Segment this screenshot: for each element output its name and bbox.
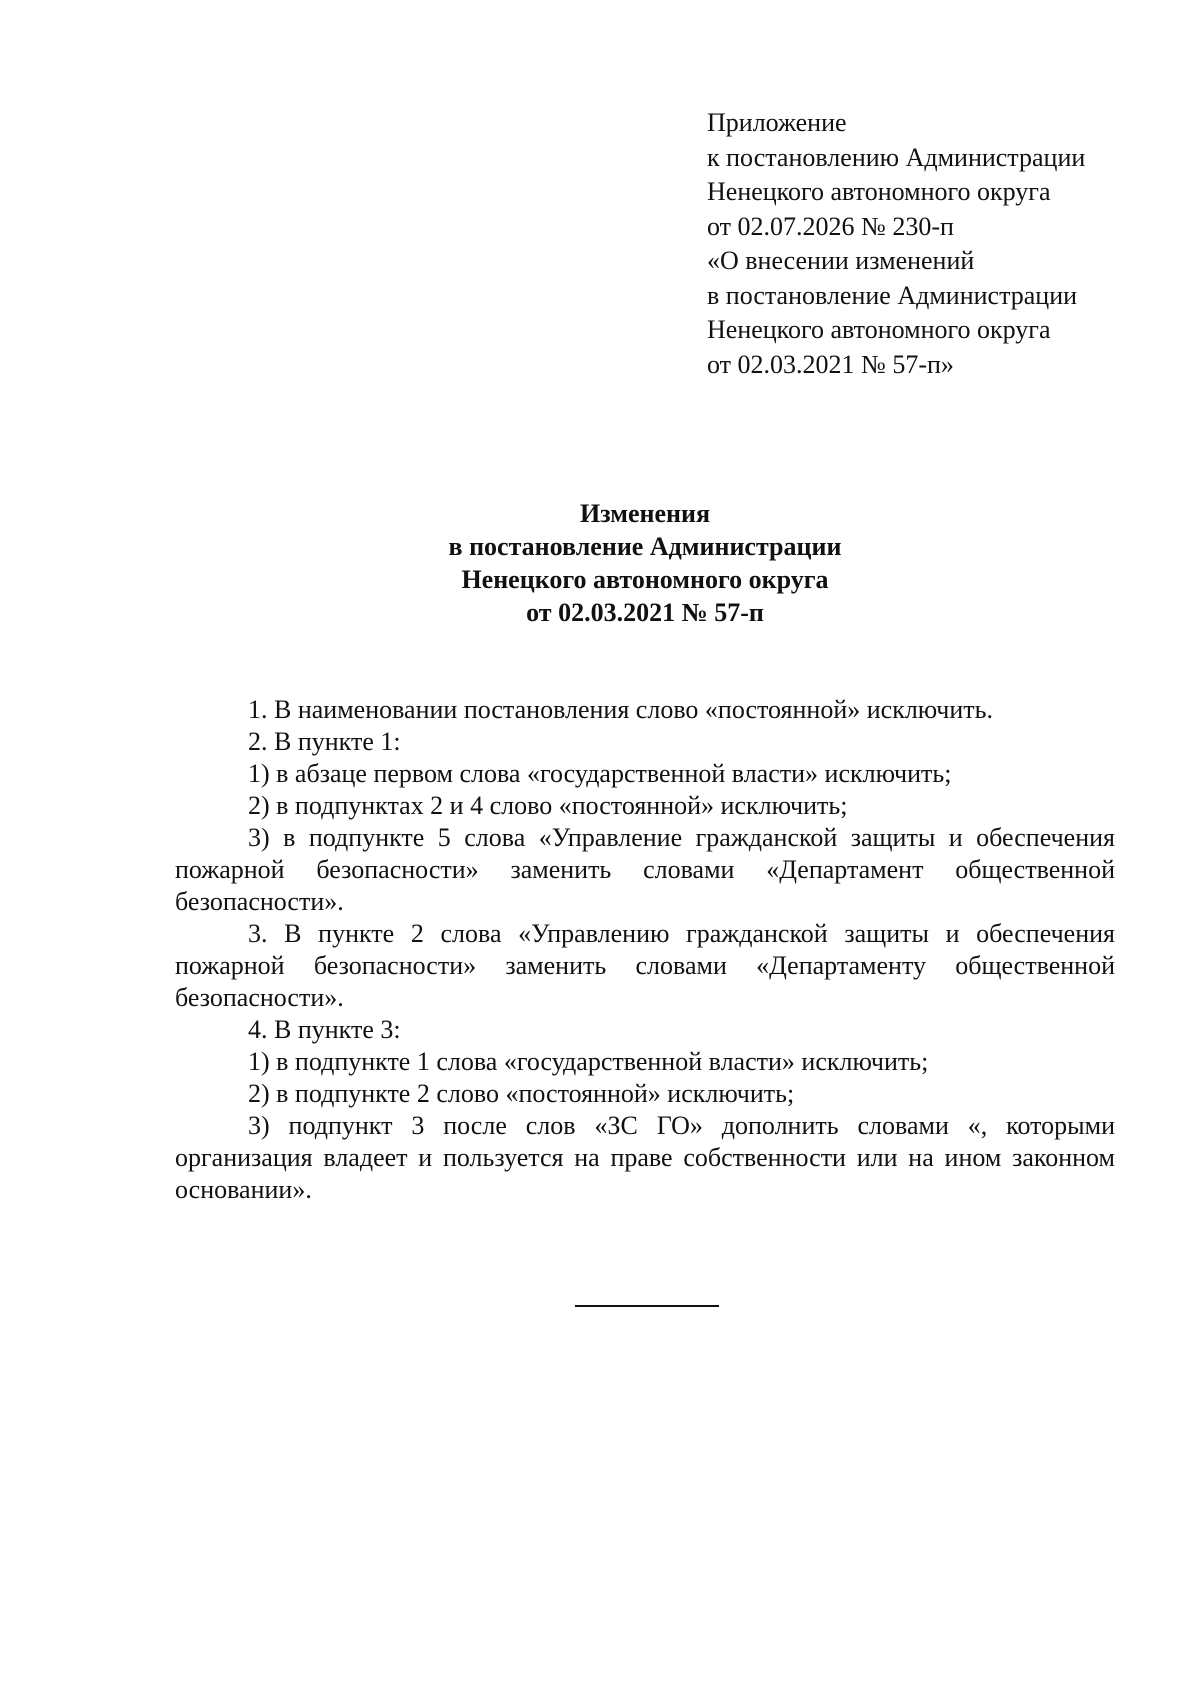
appendix-line: «О внесении изменений <box>707 246 975 275</box>
closing-divider <box>575 1305 719 1307</box>
body-paragraph: 2. В пункте 1: <box>248 727 401 756</box>
title-line: Изменения <box>579 499 711 528</box>
body-paragraph: 3) в подпункте 5 слова «Управление гражданской защиты и обеспечения пожарной безопасности» заменить словами «Департамент общественной безопасности». <box>175 823 1115 916</box>
title-line: от 02.03.2021 № 57-п <box>526 598 764 627</box>
appendix-line: Ненецкого автономного округа <box>707 177 1051 206</box>
title-line: Ненецкого автономного округа <box>461 565 829 594</box>
body-paragraph: 1. В наименовании постановления слово «постоянной» исключить. <box>248 695 993 724</box>
appendix-header <box>707 106 1177 382</box>
body-paragraph: 2) в подпункте 2 слово «постоянной» исключить; <box>248 1079 795 1108</box>
document-title <box>175 497 1115 629</box>
document-body <box>175 694 1115 1206</box>
appendix-line: от 02.03.2021 № 57-п» <box>707 349 954 379</box>
title-line: в постановление Администрации <box>448 532 842 561</box>
body-paragraph: 1) в подпункте 1 слова «государственной власти» исключить; <box>248 1047 929 1076</box>
appendix-line: к постановлению Администрации <box>707 142 1086 172</box>
appendix-line: в постановление Администрации <box>707 280 1078 310</box>
appendix-line: Приложение <box>707 108 847 137</box>
body-paragraph: 1) в абзаце первом слова «государственной власти» исключить; <box>248 759 952 788</box>
body-paragraph: 2) в подпунктах 2 и 4 слово «постоянной» исключить; <box>248 791 848 820</box>
body-paragraph: 4. В пункте 3: <box>248 1015 401 1044</box>
appendix-line: Ненецкого автономного округа <box>707 315 1051 344</box>
appendix-line: от 02.07.2026 № 230-п <box>707 211 954 241</box>
body-paragraph: 3) подпункт 3 после слов «ЗС ГО» дополнить словами «, которыми организация владеет и пользуется на праве собственности или на ином законном основании». <box>175 1111 1115 1204</box>
body-paragraph: 3. В пункте 2 слова «Управлению гражданской защиты и обеспечения пожарной безопасности» заменить словами «Департаменту общественной безопасности». <box>175 919 1115 1012</box>
